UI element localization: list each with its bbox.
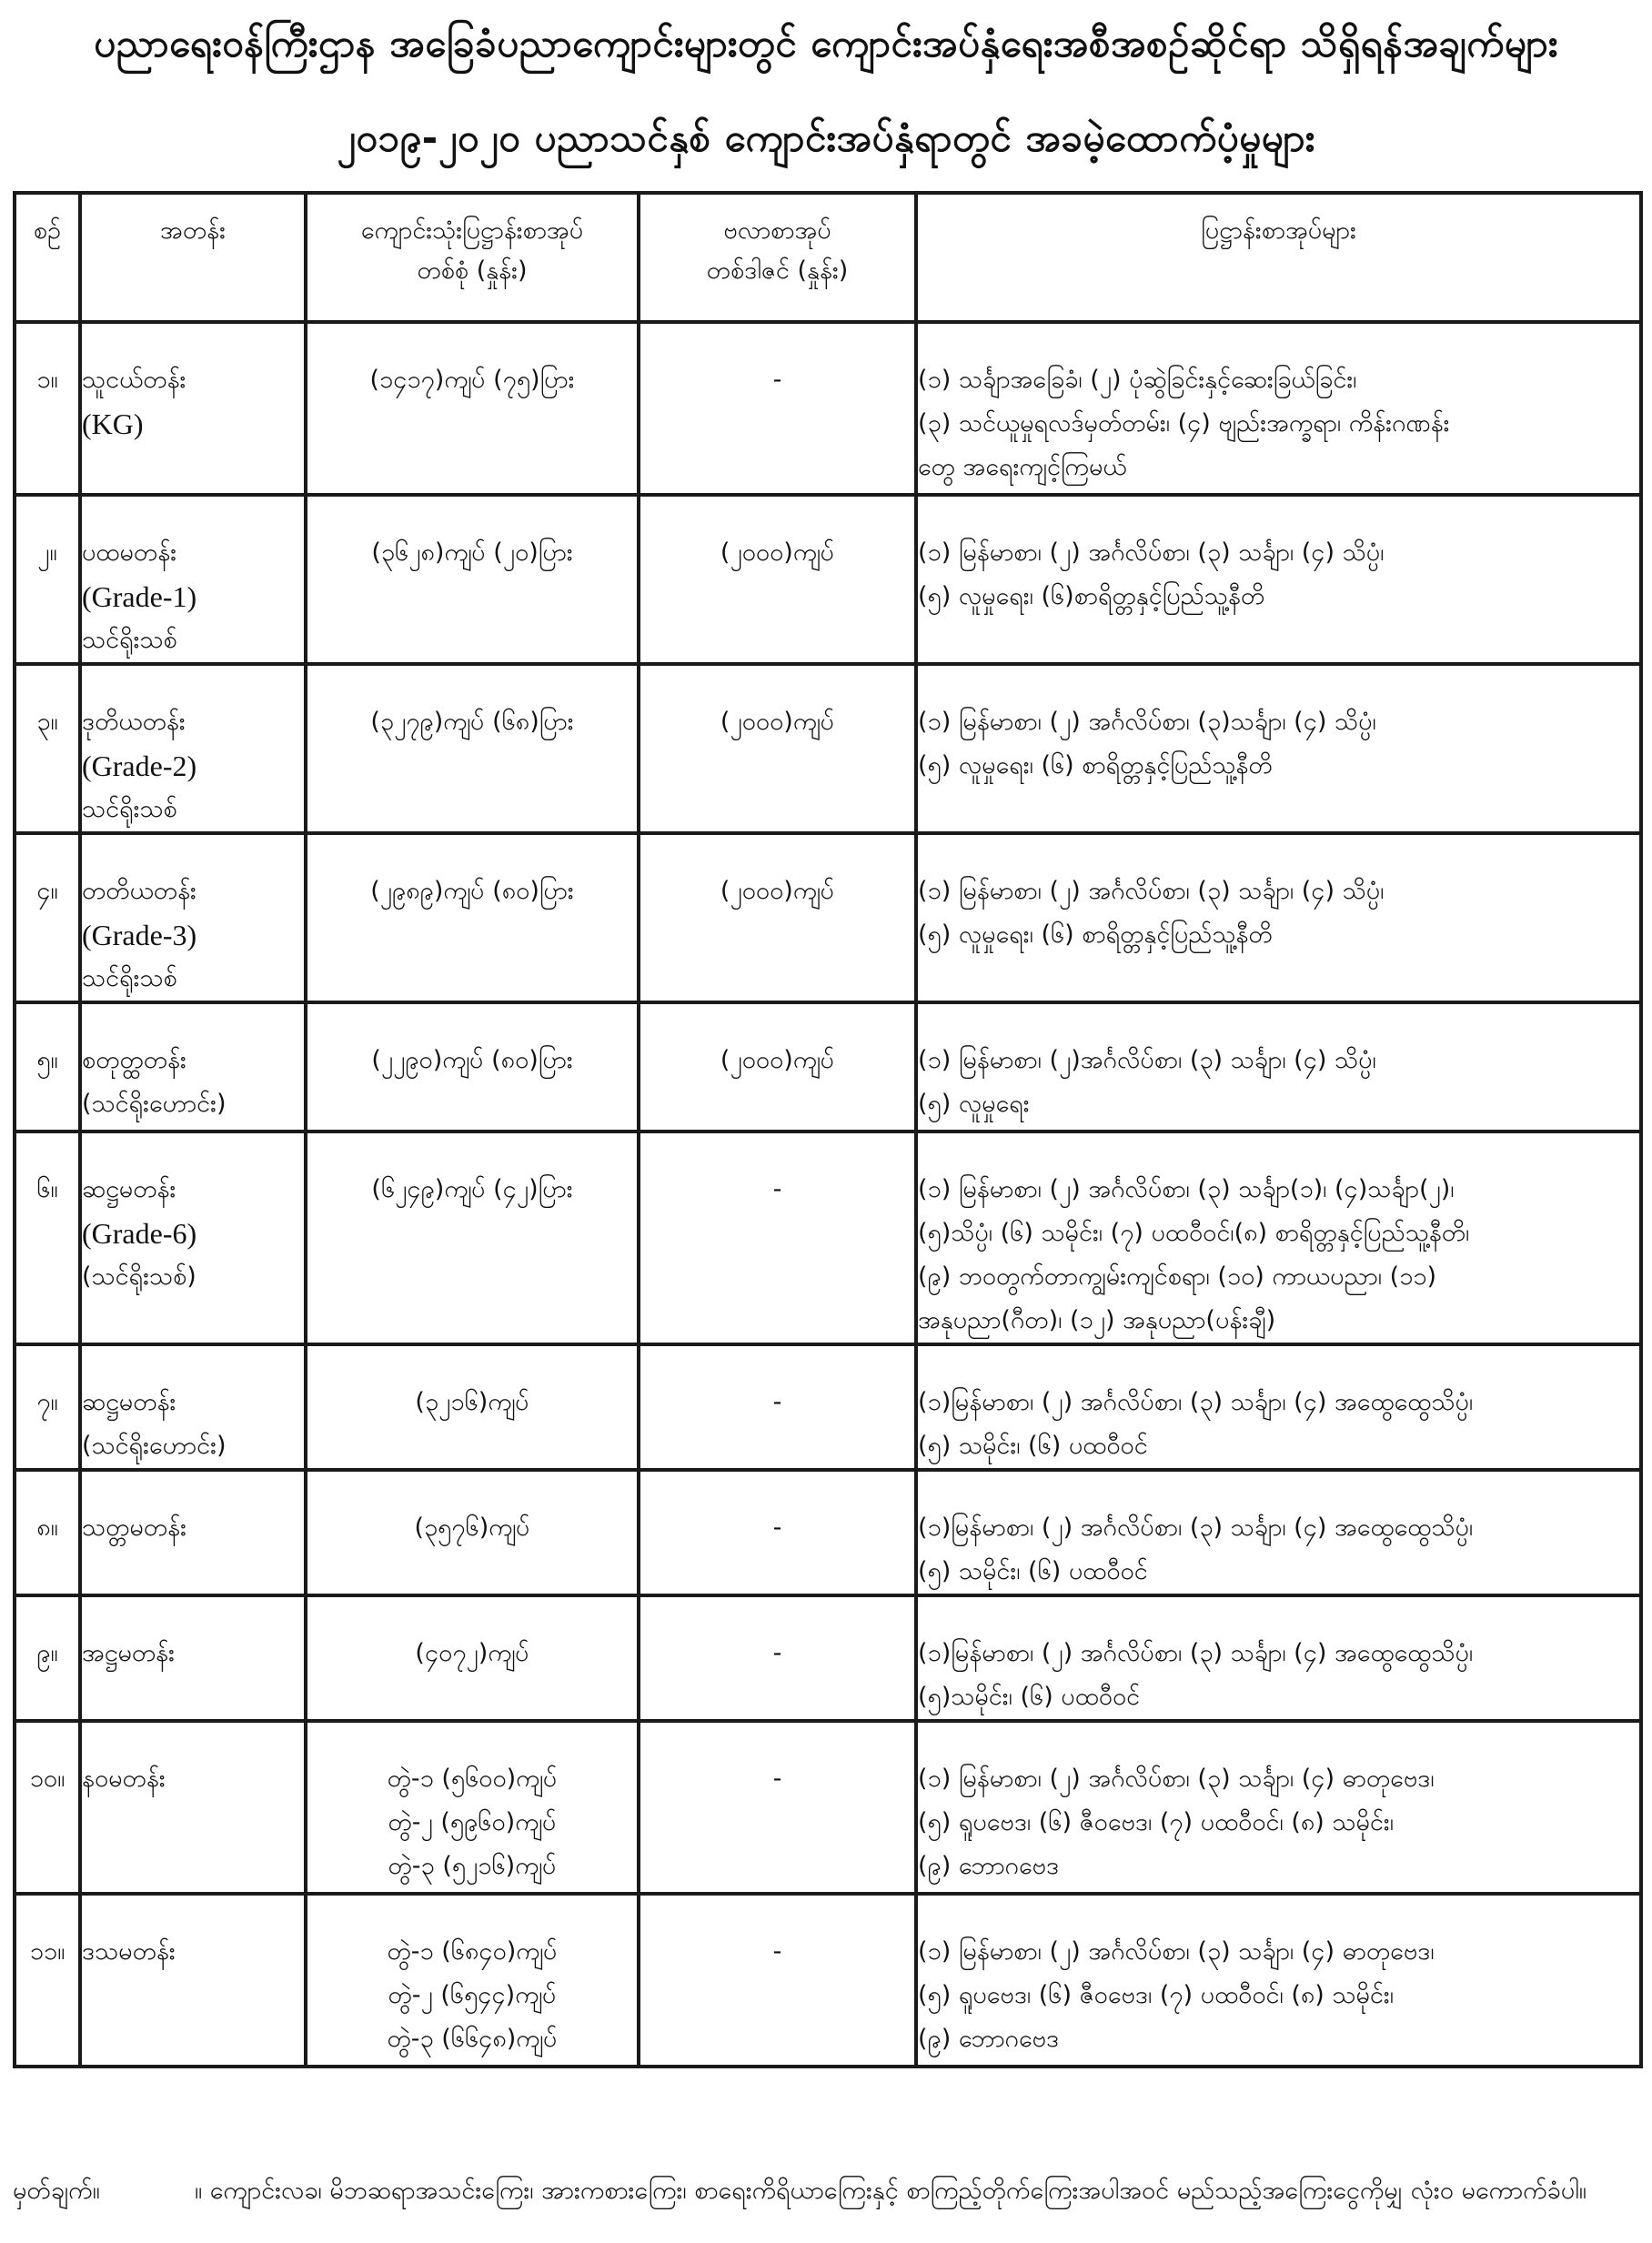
grade-line: (သင်ရိုးဟောင်း) [82, 1432, 227, 1460]
table-header-row [15, 193, 1641, 322]
exercise-book-price: (၂၀၀၀)ကျပ် [639, 495, 916, 664]
subjects-cell [916, 1721, 1641, 1894]
grade-cell [80, 1002, 306, 1132]
subject-line: (၃) သင်ယူမှုရလဒ်မှတ်တမ်း၊ (၄) ဗျည်းအက္ခရာ၊ ကိန်းဂဏန်း [918, 409, 1450, 438]
grade-line: ဆဋ္ဌမတန်း [82, 1175, 176, 1203]
subject-line: (၅) ရူပဗေဒ၊ (၆) ဇီဝဗေဒ၊ (၇) ပထဝီဝင်၊ (၈) သမိုင်း၊ [918, 1808, 1395, 1836]
header-subjects: ပြဋ္ဌာန်းစာအုပ်များ [916, 193, 1641, 322]
school-book-price-line: (၃၅၇၆)ကျပ် [414, 1514, 530, 1542]
grade-line: ဒုတိယတန်း [82, 708, 186, 736]
grade-line: (Grade-1) [82, 580, 197, 613]
row-number: ၆။ [15, 1132, 80, 1344]
school-book-price-line: (၆၂၄၉)ကျပ် (၄၂)ပြား [371, 1175, 573, 1203]
exercise-book-price: (၂၀၀၀)ကျပ် [639, 833, 916, 1002]
school-book-price [306, 664, 639, 833]
school-book-price [306, 1002, 639, 1132]
row-number: ၇။ [15, 1344, 80, 1470]
subject-line: (၅) လူမှုရေး၊ (၆)စာရိတ္တနှင့်ပြည်သူ့နီတိ [918, 582, 1265, 610]
exercise-book-price: (၂၀၀၀)ကျပ် [639, 1002, 916, 1132]
subject-line: (၁) မြန်မာစာ၊ (၂) အင်္ဂလိပ်စာ၊ (၃) သင်္ချာ၊ (၄) သိပ္ပံ၊ [918, 877, 1385, 905]
school-book-price-line: တွဲ-၃ (၅၂၁၆)ကျပ် [388, 1852, 557, 1880]
subject-line: (၁) မြန်မာစာ၊ (၂) အင်္ဂလိပ်စာ၊ (၃)သင်္ချာ၊ (၄) သိပ္ပံ၊ [918, 708, 1376, 736]
exercise-book-price: - [639, 1595, 916, 1721]
subjects-cell [916, 664, 1641, 833]
exercise-book-price: - [639, 1344, 916, 1470]
school-book-price [306, 833, 639, 1002]
row-number: ၂။ [15, 495, 80, 664]
subject-line: (၅) လူမှုရေး၊ (၆) စာရိတ္တနှင့်ပြည်သူ့နီတိ [918, 920, 1273, 949]
row-number: ၃။ [15, 664, 80, 833]
header-exercise-book-line1: ဗလာစာအုပ် [723, 216, 831, 245]
subject-line: (၅) လူမှုရေး [918, 1090, 1030, 1118]
subject-line: (၁) မြန်မာစာ၊ (၂)အင်္ဂလိပ်စာ၊ (၃) သင်္ချာ၊ (၄) သိပ္ပံ၊ [918, 1046, 1376, 1074]
school-book-price-line: (၄၀၇၂)ကျပ် [415, 1639, 529, 1667]
page-subtitle: ၂၀၁၉-၂၀၂၀ ပညာသင်နှစ် ကျောင်းအပ်နှံရာတွင် အခမဲ့ထောက်ပံ့မှုများ [337, 116, 1315, 160]
subject-line: (၁)မြန်မာစာ၊ (၂) အင်္ဂလိပ်စာ၊ (၃) သင်္ချာ၊ (၄) အထွေထွေသိပ္ပံ၊ [918, 1388, 1474, 1416]
grade-line: နဝမတန်း [82, 1765, 166, 1793]
school-book-price [306, 1344, 639, 1470]
exercise-book-price: - [639, 1894, 916, 2067]
grade-cell [80, 1344, 306, 1470]
subject-line: (၁)မြန်မာစာ၊ (၂) အင်္ဂလိပ်စာ၊ (၃) သင်္ချာ၊ (၄) အထွေထွေသိပ္ပံ၊ [918, 1514, 1474, 1542]
subject-line: (၅) လူမှုရေး၊ (၆) စာရိတ္တနှင့်ပြည်သူ့နီတိ [918, 751, 1273, 780]
row-number: ၅။ [15, 1002, 80, 1132]
school-book-price-line: (၁၄၁၇)ကျပ် (၇၅)ပြား [369, 366, 575, 394]
header-school-book [306, 193, 639, 322]
school-book-price-line: (၃၂၁၆)ကျပ် [415, 1388, 529, 1416]
exercise-book-price: - [639, 1132, 916, 1344]
row-number: ၁၀။ [15, 1721, 80, 1894]
header-no: စဉ် [15, 193, 80, 322]
subjects-cell [916, 495, 1641, 664]
subjects-cell [916, 1132, 1641, 1344]
exercise-book-price: (၂၀၀၀)ကျပ် [639, 664, 916, 833]
table-row [15, 1721, 1641, 1894]
table-row [15, 1344, 1641, 1470]
school-book-price-line: တွဲ-၂ (၆၅၄၄)ကျပ် [388, 1981, 557, 2009]
school-book-price [306, 1595, 639, 1721]
subjects-cell [916, 1344, 1641, 1470]
grade-cell [80, 495, 306, 664]
grade-cell [80, 664, 306, 833]
header-exercise-book-line2: တစ်ဒါဇင် (နှုန်း) [706, 256, 849, 285]
free-support-table [13, 191, 1643, 2068]
grade-line: ပထမတန်း [82, 538, 177, 567]
school-book-price-line: တွဲ-၂ (၅၉၆၀)ကျပ် [388, 1808, 557, 1836]
row-number: ၉။ [15, 1595, 80, 1721]
table-row [15, 1595, 1641, 1721]
row-number: ၄။ [15, 833, 80, 1002]
grade-line: သတ္တမတန်း [82, 1514, 186, 1542]
subject-line: (၅)သိပ္ပံ၊ (၆) သမိုင်း၊ (၇) ပထဝီဝင်၊(၈) စာရိတ္တနှင့်ပြည်သူ့နီတိ၊ [918, 1219, 1470, 1247]
exercise-book-price: - [639, 322, 916, 495]
grade-cell [80, 833, 306, 1002]
subject-line: (၅) သမိုင်း၊ (၆) ပထဝီဝင် [918, 1557, 1148, 1585]
row-number: ၈။ [15, 1470, 80, 1595]
school-book-price-line: (၃၂၇၉)ကျပ် (၆၈)ပြား [370, 708, 574, 736]
footnote-text: ။ ကျောင်းလခ၊ မိဘဆရာအသင်းကြေး၊ အားကစားကြေး၊ စာရေးကိရိယာကြေးနှင့် စာကြည့်တိုက်ကြေးအပါအဝင် မည်သည့်အကြေးငွေကိုမျှ လုံးဝ မကောက်ခံပါ။ [195, 2177, 1587, 2205]
school-book-price [306, 1470, 639, 1595]
subject-line: အနုပညာ(ဂီတ)၊ (၁၂) အနုပညာ(ပန်းချီ) [918, 1306, 1276, 1334]
row-number: ၁၁။ [15, 1894, 80, 2067]
table-row [15, 322, 1641, 495]
table-row [15, 1894, 1641, 2067]
grade-line: (Grade-3) [82, 919, 197, 951]
subjects-cell [916, 833, 1641, 1002]
row-number: ၁။ [15, 322, 80, 495]
table-row [15, 833, 1641, 1002]
grade-cell [80, 1721, 306, 1894]
school-book-price-line: တွဲ-၁ (၅၆၀၀)ကျပ် [387, 1765, 558, 1793]
grade-line: သင်ရိုးသစ် [82, 795, 177, 823]
school-book-price-line: (၂၉၈၉)ကျပ် (၈၀)ပြား [370, 877, 574, 905]
subject-line: (၉) ဘောဂဗေဒ [918, 1852, 1060, 1880]
header-exercise-book [639, 193, 916, 322]
subject-line: တွေ အရေးကျင့်ကြမယ် [918, 453, 1127, 481]
grade-line: သူငယ်တန်း [82, 366, 186, 394]
subject-line: (၁)မြန်မာစာ၊ (၂) အင်္ဂလိပ်စာ၊ (၃) သင်္ချာ၊ (၄) အထွေထွေသိပ္ပံ၊ [918, 1639, 1474, 1667]
grade-cell [80, 1470, 306, 1595]
header-school-book-line2: တစ်စုံ (နှုန်း) [417, 256, 528, 285]
subject-line: (၁) မြန်မာစာ၊ (၂) အင်္ဂလိပ်စာ၊ (၃) သင်္ချာ(၁)၊ (၄)သင်္ချာ(၂)၊ [918, 1175, 1455, 1203]
grade-line: (Grade-2) [82, 749, 197, 782]
subject-line: (၁) မြန်မာစာ၊ (၂) အင်္ဂလိပ်စာ၊ (၃) သင်္ချာ၊ (၄) ဓာတုဗေဒ၊ [918, 1937, 1435, 1966]
page-title: ပညာရေးဝန်ကြီးဌာန အခြေခံပညာကျောင်းများတွင် ကျောင်းအပ်နှံရေးအစီအစဉ်ဆိုင်ရာ သိရှိရန်အချက်များ [94, 21, 1558, 65]
grade-line: (သင်ရိုးဟောင်း) [82, 1090, 227, 1118]
subject-line: (၁) သင်္ချာအခြေခံ၊ (၂) ပုံဆွဲခြင်းနှင့်ဆေးခြယ်ခြင်း၊ [918, 366, 1357, 394]
grade-line: သင်ရိုးသစ် [82, 964, 177, 992]
school-book-price-line: တွဲ-၃ (၆၆၄၈)ကျပ် [387, 2025, 558, 2053]
table-row [15, 495, 1641, 664]
school-book-price [306, 1894, 639, 2067]
exercise-book-price: - [639, 1470, 916, 1595]
grade-cell [80, 1894, 306, 2067]
grade-cell [80, 1132, 306, 1344]
grade-line: (KG) [82, 407, 144, 440]
grade-cell [80, 1595, 306, 1721]
school-book-price [306, 322, 639, 495]
grade-line: ဒသမတန်း [82, 1937, 176, 1966]
footnote-label: မှတ်ချက်။ [13, 2177, 100, 2205]
table-row [15, 664, 1641, 833]
grade-line: (Grade-6) [82, 1217, 197, 1250]
subject-line: (၉) ဘဝတွက်တာကျွမ်းကျင်စရာ၊ (၁၀) ကာယပညာ၊ (၁၁) [918, 1262, 1437, 1291]
grade-line: အဋ္ဌမတန်း [82, 1639, 175, 1667]
grade-line: ဆဋ္ဌမတန်း [82, 1388, 176, 1416]
table-row [15, 1132, 1641, 1344]
grade-line: (သင်ရိုးသစ်) [82, 1262, 196, 1291]
subjects-cell [916, 1595, 1641, 1721]
school-book-price [306, 1721, 639, 1894]
school-book-price-line: (၃၆၂၈)ကျပ် (၂၀)ပြား [371, 538, 573, 567]
subjects-cell [916, 1470, 1641, 1595]
subjects-cell [916, 1002, 1641, 1132]
grade-cell [80, 322, 306, 495]
exercise-book-price: - [639, 1721, 916, 1894]
table-row [15, 1470, 1641, 1595]
table-row [15, 1002, 1641, 1132]
subject-line: (၉) ဘောဂဗေဒ [918, 2025, 1060, 2053]
grade-line: သင်ရိုးသစ် [82, 626, 177, 654]
school-book-price [306, 495, 639, 664]
header-grade: အတန်း [80, 193, 306, 322]
grade-line: တတိယတန်း [82, 877, 196, 905]
school-book-price-line: (၂၂၉၀)ကျပ် (၈၀)ပြား [371, 1046, 573, 1074]
subject-line: (၅) သမိုင်း၊ (၆) ပထဝီဝင် [918, 1432, 1148, 1460]
subject-line: (၁) မြန်မာစာ၊ (၂) အင်္ဂလိပ်စာ၊ (၃) သင်္ချာ၊ (၄) ဓာတုဗေဒ၊ [918, 1765, 1435, 1793]
school-book-price-line: တွဲ-၁ (၆၈၄၀)ကျပ် [387, 1937, 558, 1966]
header-school-book-line1: ကျောင်းသုံးပြဋ္ဌာန်းစာအုပ် [360, 216, 584, 245]
grade-line: စတုတ္ထတန်း [82, 1046, 186, 1074]
subject-line: (၅)သမိုင်း၊ (၆) ပထဝီဝင် [918, 1683, 1141, 1711]
subject-line: (၁) မြန်မာစာ၊ (၂) အင်္ဂလိပ်စာ၊ (၃) သင်္ချာ၊ (၄) သိပ္ပံ၊ [918, 538, 1385, 567]
school-book-price [306, 1132, 639, 1344]
subject-line: (၅) ရူပဗေဒ၊ (၆) ဇီဝဗေဒ၊ (၇) ပထဝီဝင်၊ (၈) သမိုင်း၊ [918, 1981, 1395, 2009]
subjects-cell [916, 322, 1641, 495]
subjects-cell [916, 1894, 1641, 2067]
